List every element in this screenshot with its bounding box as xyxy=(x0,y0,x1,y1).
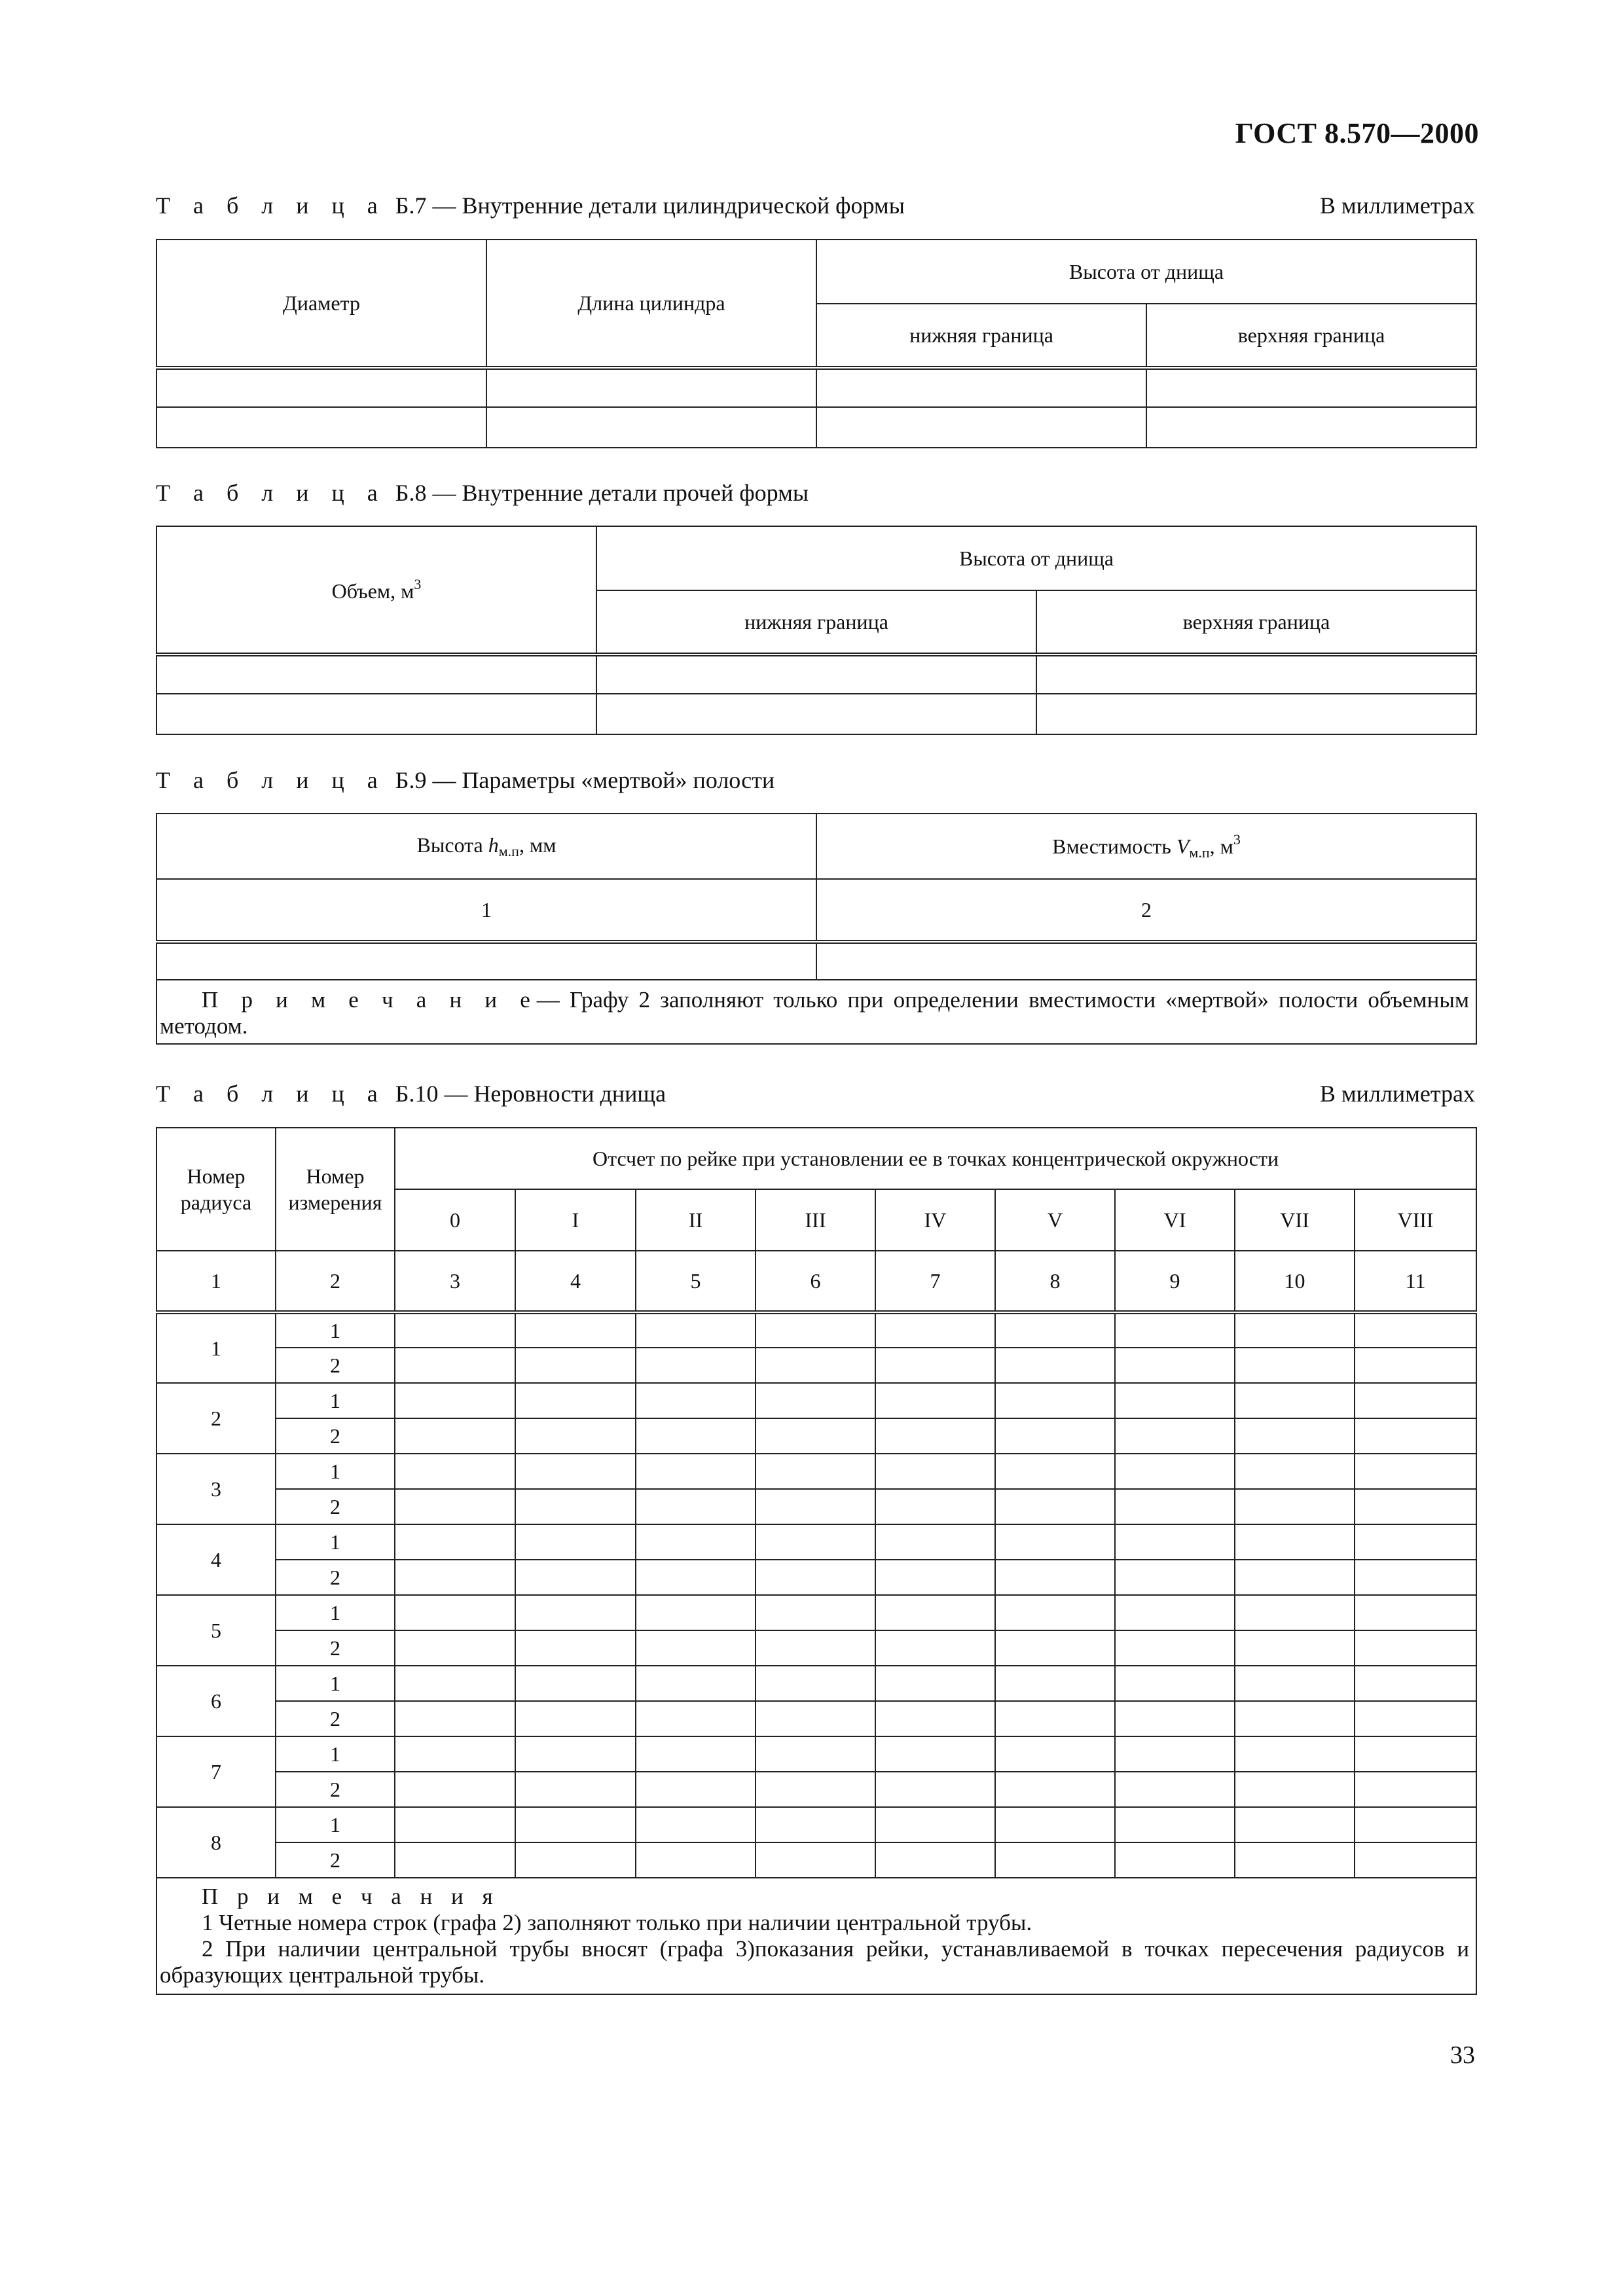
t10-cell xyxy=(1235,1630,1355,1666)
t7-cell xyxy=(486,368,816,407)
t10-measure-number: 1 xyxy=(276,1736,395,1772)
t10-cell xyxy=(1115,1701,1235,1736)
t10-column-number: 9 xyxy=(1115,1251,1235,1312)
t10-cell xyxy=(995,1348,1115,1383)
table-row xyxy=(156,1701,1476,1736)
t10-cell xyxy=(756,1736,875,1772)
t10-column-number: 6 xyxy=(756,1251,875,1312)
t10-cell xyxy=(395,1560,515,1595)
t10-cell xyxy=(875,1630,995,1666)
t10-cell xyxy=(1115,1383,1235,1418)
t10-cell xyxy=(1235,1842,1355,1878)
table-b8 xyxy=(156,526,1477,735)
t10-cell xyxy=(1355,1348,1476,1383)
t10-cell xyxy=(395,1454,515,1489)
t10-radius-number: 1 xyxy=(156,1312,276,1383)
t10-cell xyxy=(395,1595,515,1630)
t10-cell xyxy=(1115,1560,1235,1595)
t10-cell xyxy=(1115,1772,1235,1807)
t10-cell xyxy=(515,1454,636,1489)
t10-cell xyxy=(515,1736,636,1772)
t10-cell xyxy=(995,1666,1115,1701)
table-row xyxy=(156,1595,1476,1630)
table-row xyxy=(156,1630,1476,1666)
t10-cell xyxy=(395,1348,515,1383)
t10-cell xyxy=(636,1736,756,1772)
t10-cell xyxy=(1115,1807,1235,1842)
t10-cell xyxy=(1355,1560,1476,1595)
t10-cell xyxy=(1115,1348,1235,1383)
t7-header-diameter: Диаметр xyxy=(156,240,486,368)
table-b9 xyxy=(156,813,1477,1045)
t10-cell xyxy=(636,1666,756,1701)
t10-cell xyxy=(756,1807,875,1842)
t10-cell xyxy=(875,1807,995,1842)
table-row xyxy=(156,1666,1476,1701)
t10-cell xyxy=(1115,1595,1235,1630)
t7-cell xyxy=(816,368,1146,407)
table-row xyxy=(156,1807,1476,1842)
t10-column-number: 11 xyxy=(1355,1251,1476,1312)
t10-cell xyxy=(515,1489,636,1524)
standard-designation: ГОСТ 8.570—2000 xyxy=(1235,117,1479,149)
t9-height-subscript: м.п xyxy=(498,842,519,859)
t10-cell xyxy=(995,1736,1115,1772)
t10-header-reading: Отсчет по рейке при установлении ее в точках концентрической окружности xyxy=(395,1128,1476,1189)
t10-cell xyxy=(1235,1701,1355,1736)
t10-column-number: 5 xyxy=(636,1251,756,1312)
t10-cell xyxy=(995,1560,1115,1595)
t10-cell xyxy=(875,1560,995,1595)
t10-notes xyxy=(156,1878,1476,1994)
t10-cell xyxy=(1355,1383,1476,1418)
t10-cell xyxy=(756,1383,875,1418)
table-b10 xyxy=(156,1127,1477,1995)
table-b8-caption xyxy=(156,479,809,507)
t10-point-header: II xyxy=(636,1189,756,1251)
t10-cell xyxy=(395,1736,515,1772)
t8-cell xyxy=(596,694,1036,734)
t10-cell xyxy=(1115,1418,1235,1454)
t8-cell xyxy=(156,655,596,694)
t10-measure-number: 2 xyxy=(276,1630,395,1666)
table-label: Т а б л и ц а xyxy=(156,480,386,506)
t10-cell xyxy=(1235,1348,1355,1383)
table-b9-title: Б.9 — Параметры «мертвой» полости xyxy=(395,767,775,793)
t10-cell xyxy=(875,1312,995,1348)
t10-cell xyxy=(636,1489,756,1524)
t10-header-measure: Номер измерения xyxy=(276,1128,395,1251)
t10-cell xyxy=(395,1842,515,1878)
t8-cell xyxy=(1036,694,1476,734)
t10-cell xyxy=(756,1524,875,1560)
t10-cell xyxy=(1355,1630,1476,1666)
t10-column-number: 7 xyxy=(875,1251,995,1312)
t10-cell xyxy=(515,1701,636,1736)
t10-column-number: 10 xyxy=(1235,1251,1355,1312)
t10-measure-number: 1 xyxy=(276,1312,395,1348)
t10-cell xyxy=(1355,1736,1476,1772)
table-label: Т а б л и ц а xyxy=(156,192,386,219)
t9-note xyxy=(156,980,1476,1044)
t10-radius-number: 2 xyxy=(156,1383,276,1454)
t7-header-lower: нижняя граница xyxy=(816,304,1146,368)
t10-cell xyxy=(636,1772,756,1807)
t10-cell xyxy=(1235,1772,1355,1807)
t10-cell xyxy=(1355,1595,1476,1630)
table-b7-title: Б.7 — Внутренние детали цилиндрической формы xyxy=(395,192,905,219)
t10-cell xyxy=(995,1418,1115,1454)
t10-radius-number: 4 xyxy=(156,1524,276,1595)
t10-point-header: IV xyxy=(875,1189,995,1251)
t9-height-unit: , мм xyxy=(519,833,556,857)
t10-cell xyxy=(515,1383,636,1418)
t10-cell xyxy=(756,1842,875,1878)
t10-cell xyxy=(875,1489,995,1524)
t8-header-lower: нижняя граница xyxy=(596,590,1036,655)
t8-volume-label: Объем, м xyxy=(331,579,414,603)
t10-cell xyxy=(1355,1524,1476,1560)
t10-cell xyxy=(875,1524,995,1560)
t10-cell xyxy=(875,1842,995,1878)
t10-notes-label: П р и м е ч а н и я xyxy=(202,1884,500,1909)
t9-header-height xyxy=(156,814,816,879)
t10-radius-number: 7 xyxy=(156,1736,276,1807)
t10-measure-number: 2 xyxy=(276,1842,395,1878)
t7-cell xyxy=(156,368,486,407)
table-b7-units: В миллиметрах xyxy=(1319,192,1475,219)
t8-cell xyxy=(156,694,596,734)
t10-cell xyxy=(1115,1454,1235,1489)
t10-radius-number: 8 xyxy=(156,1807,276,1878)
t10-cell xyxy=(756,1630,875,1666)
t8-cell xyxy=(1036,655,1476,694)
t9-cell xyxy=(156,942,816,980)
table-b8-title: Б.8 — Внутренние детали прочей формы xyxy=(395,480,809,506)
t10-cell xyxy=(756,1772,875,1807)
t9-capacity-symbol: V xyxy=(1176,834,1190,858)
table-b10-caption xyxy=(156,1080,666,1107)
t10-cell xyxy=(995,1312,1115,1348)
t10-cell xyxy=(875,1595,995,1630)
t10-point-header: III xyxy=(756,1189,875,1251)
t10-cell xyxy=(756,1489,875,1524)
t10-column-number: 3 xyxy=(395,1251,515,1312)
table-label: Т а б л и ц а xyxy=(156,1081,386,1107)
t10-cell xyxy=(395,1489,515,1524)
t10-measure-number: 1 xyxy=(276,1524,395,1560)
table-label: Т а б л и ц а xyxy=(156,767,386,793)
t10-column-number: 2 xyxy=(276,1251,395,1312)
t10-cell xyxy=(1235,1489,1355,1524)
table-b9-caption xyxy=(156,766,775,794)
table-row xyxy=(156,1560,1476,1595)
t7-cell xyxy=(1146,407,1476,448)
t10-note-1: 1 Четные номера строк (графа 2) заполняют только при наличии центральной трубы. xyxy=(202,1910,1032,1935)
t10-cell xyxy=(515,1312,636,1348)
table-row xyxy=(156,1842,1476,1878)
t10-cell xyxy=(1235,1524,1355,1560)
t7-cell xyxy=(1146,368,1476,407)
t10-cell xyxy=(995,1772,1115,1807)
t10-cell xyxy=(395,1383,515,1418)
t10-measure-number: 1 xyxy=(276,1595,395,1630)
t10-cell xyxy=(515,1418,636,1454)
t10-cell xyxy=(995,1454,1115,1489)
t9-column-number-1: 1 xyxy=(156,879,816,942)
t10-cell xyxy=(756,1312,875,1348)
t10-cell xyxy=(1235,1666,1355,1701)
t10-cell xyxy=(1355,1666,1476,1701)
t10-cell xyxy=(395,1807,515,1842)
t7-cell xyxy=(486,407,816,448)
t10-cell xyxy=(636,1630,756,1666)
t10-cell xyxy=(515,1807,636,1842)
t10-cell xyxy=(1355,1772,1476,1807)
table-row xyxy=(156,1772,1476,1807)
t10-cell xyxy=(1115,1842,1235,1878)
t10-cell xyxy=(636,1560,756,1595)
t10-cell xyxy=(515,1842,636,1878)
t10-cell xyxy=(1115,1736,1235,1772)
t10-cell xyxy=(1235,1807,1355,1842)
t10-cell xyxy=(995,1842,1115,1878)
t10-cell xyxy=(1355,1312,1476,1348)
t10-point-header: VI xyxy=(1115,1189,1235,1251)
t10-cell xyxy=(1115,1524,1235,1560)
t10-cell xyxy=(756,1348,875,1383)
t10-cell xyxy=(875,1383,995,1418)
t10-cell xyxy=(1355,1418,1476,1454)
t8-header-height: Высота от днища xyxy=(596,526,1476,590)
t10-radius-number: 3 xyxy=(156,1454,276,1524)
t10-cell xyxy=(515,1348,636,1383)
table-row xyxy=(156,1489,1476,1524)
table-b10-units: В миллиметрах xyxy=(1319,1081,1475,1107)
t10-point-header: VIII xyxy=(1355,1189,1476,1251)
t10-cell xyxy=(875,1701,995,1736)
t10-measure-number: 1 xyxy=(276,1383,395,1418)
t10-cell xyxy=(1235,1312,1355,1348)
t9-capacity-unit: , м xyxy=(1209,834,1233,858)
t10-cell xyxy=(1235,1560,1355,1595)
t10-cell xyxy=(515,1772,636,1807)
t10-header-radius: Номер радиуса xyxy=(156,1128,276,1251)
t10-measure-number: 2 xyxy=(276,1489,395,1524)
t10-measure-number: 1 xyxy=(276,1454,395,1489)
t8-cell xyxy=(596,655,1036,694)
t8-header-upper: верхняя граница xyxy=(1036,590,1476,655)
t10-cell xyxy=(636,1524,756,1560)
t10-cell xyxy=(515,1666,636,1701)
table-b7-caption xyxy=(156,192,905,219)
table-row xyxy=(156,1348,1476,1383)
t9-capacity-label: Вместимость xyxy=(1052,834,1176,858)
t10-cell xyxy=(395,1418,515,1454)
t7-header-upper: верхняя граница xyxy=(1146,304,1476,368)
t10-cell xyxy=(756,1560,875,1595)
t10-cell xyxy=(875,1418,995,1454)
table-row xyxy=(156,1454,1476,1489)
t10-measure-number: 2 xyxy=(276,1418,395,1454)
t10-cell xyxy=(636,1418,756,1454)
t10-measure-number: 1 xyxy=(276,1807,395,1842)
page-number: 33 xyxy=(1450,2041,1475,2069)
table-row xyxy=(156,1418,1476,1454)
t10-cell xyxy=(995,1524,1115,1560)
t10-radius-number: 5 xyxy=(156,1595,276,1666)
t7-cell xyxy=(156,407,486,448)
t10-cell xyxy=(756,1418,875,1454)
t10-measure-number: 1 xyxy=(276,1666,395,1701)
t10-measure-number: 2 xyxy=(276,1772,395,1807)
t9-capacity-subscript: м.п xyxy=(1189,844,1210,861)
t10-cell xyxy=(875,1666,995,1701)
t10-point-header: 0 xyxy=(395,1189,515,1251)
t10-cell xyxy=(1355,1454,1476,1489)
t10-cell xyxy=(1115,1630,1235,1666)
t10-cell xyxy=(1115,1666,1235,1701)
table-row xyxy=(156,1312,1476,1348)
t10-cell xyxy=(1235,1736,1355,1772)
t9-header-capacity xyxy=(816,814,1476,879)
t10-cell xyxy=(636,1807,756,1842)
t8-header-volume xyxy=(156,526,596,655)
t10-cell xyxy=(515,1630,636,1666)
t8-volume-exponent: 3 xyxy=(414,576,422,592)
t10-cell xyxy=(636,1595,756,1630)
t9-height-symbol: h xyxy=(488,833,499,857)
t7-header-height: Высота от днища xyxy=(816,240,1476,304)
t9-column-number-2: 2 xyxy=(816,879,1476,942)
table-b7 xyxy=(156,239,1477,448)
t10-cell xyxy=(395,1524,515,1560)
t10-cell xyxy=(1355,1807,1476,1842)
t10-cell xyxy=(1355,1701,1476,1736)
t9-note-text: — Графу 2 заполняют только при определении вместимости «мертвой» полости объемным методом. xyxy=(160,987,1470,1039)
t10-measure-number: 2 xyxy=(276,1348,395,1383)
t10-column-number: 1 xyxy=(156,1251,276,1312)
t10-cell xyxy=(995,1807,1115,1842)
t10-cell xyxy=(756,1701,875,1736)
t10-measure-number: 2 xyxy=(276,1560,395,1595)
t9-height-label: Высота xyxy=(416,833,488,857)
t10-point-header: VII xyxy=(1235,1189,1355,1251)
t10-cell xyxy=(995,1489,1115,1524)
t10-column-number: 8 xyxy=(995,1251,1115,1312)
t7-cell xyxy=(816,407,1146,448)
t10-cell xyxy=(636,1842,756,1878)
table-row xyxy=(156,1524,1476,1560)
t10-cell xyxy=(1235,1418,1355,1454)
t10-cell xyxy=(395,1630,515,1666)
t10-cell xyxy=(995,1383,1115,1418)
t10-cell xyxy=(875,1348,995,1383)
table-b10-title: Б.10 — Неровности днища xyxy=(395,1081,666,1107)
t10-cell xyxy=(756,1454,875,1489)
t10-cell xyxy=(1235,1454,1355,1489)
t10-column-number: 4 xyxy=(515,1251,636,1312)
t9-capacity-exponent: 3 xyxy=(1233,831,1241,848)
t10-cell xyxy=(395,1701,515,1736)
t10-cell xyxy=(1355,1842,1476,1878)
t10-measure-number: 2 xyxy=(276,1701,395,1736)
table-row xyxy=(156,1736,1476,1772)
t7-header-length: Длина цилиндра xyxy=(486,240,816,368)
t10-cell xyxy=(636,1701,756,1736)
t10-cell xyxy=(636,1383,756,1418)
t10-cell xyxy=(1235,1383,1355,1418)
t10-cell xyxy=(1355,1489,1476,1524)
t10-cell xyxy=(756,1666,875,1701)
t10-cell xyxy=(1115,1489,1235,1524)
table-row xyxy=(156,1383,1476,1418)
t10-point-header: I xyxy=(515,1189,636,1251)
t10-cell xyxy=(875,1454,995,1489)
t10-cell xyxy=(875,1772,995,1807)
t10-cell xyxy=(875,1736,995,1772)
t10-cell xyxy=(636,1454,756,1489)
t10-cell xyxy=(1115,1312,1235,1348)
t10-cell xyxy=(515,1524,636,1560)
t10-cell xyxy=(995,1701,1115,1736)
t10-cell xyxy=(515,1560,636,1595)
t10-cell xyxy=(995,1630,1115,1666)
t10-cell xyxy=(515,1595,636,1630)
t10-point-header: V xyxy=(995,1189,1115,1251)
t10-note-2: 2 При наличии центральной трубы вносят (графа 3)показания рейки, устанавливаемой в точках пересечения радиусов и образующих центральной трубы. xyxy=(160,1936,1470,1988)
t9-cell xyxy=(816,942,1476,980)
t10-radius-number: 6 xyxy=(156,1666,276,1736)
t10-cell xyxy=(756,1595,875,1630)
t10-cell xyxy=(636,1312,756,1348)
t10-cell xyxy=(1235,1595,1355,1630)
t10-cell xyxy=(395,1772,515,1807)
t10-cell xyxy=(395,1666,515,1701)
t10-cell xyxy=(636,1348,756,1383)
t9-note-label: П р и м е ч а н и е xyxy=(202,987,537,1013)
t10-cell xyxy=(395,1312,515,1348)
t10-cell xyxy=(995,1595,1115,1630)
